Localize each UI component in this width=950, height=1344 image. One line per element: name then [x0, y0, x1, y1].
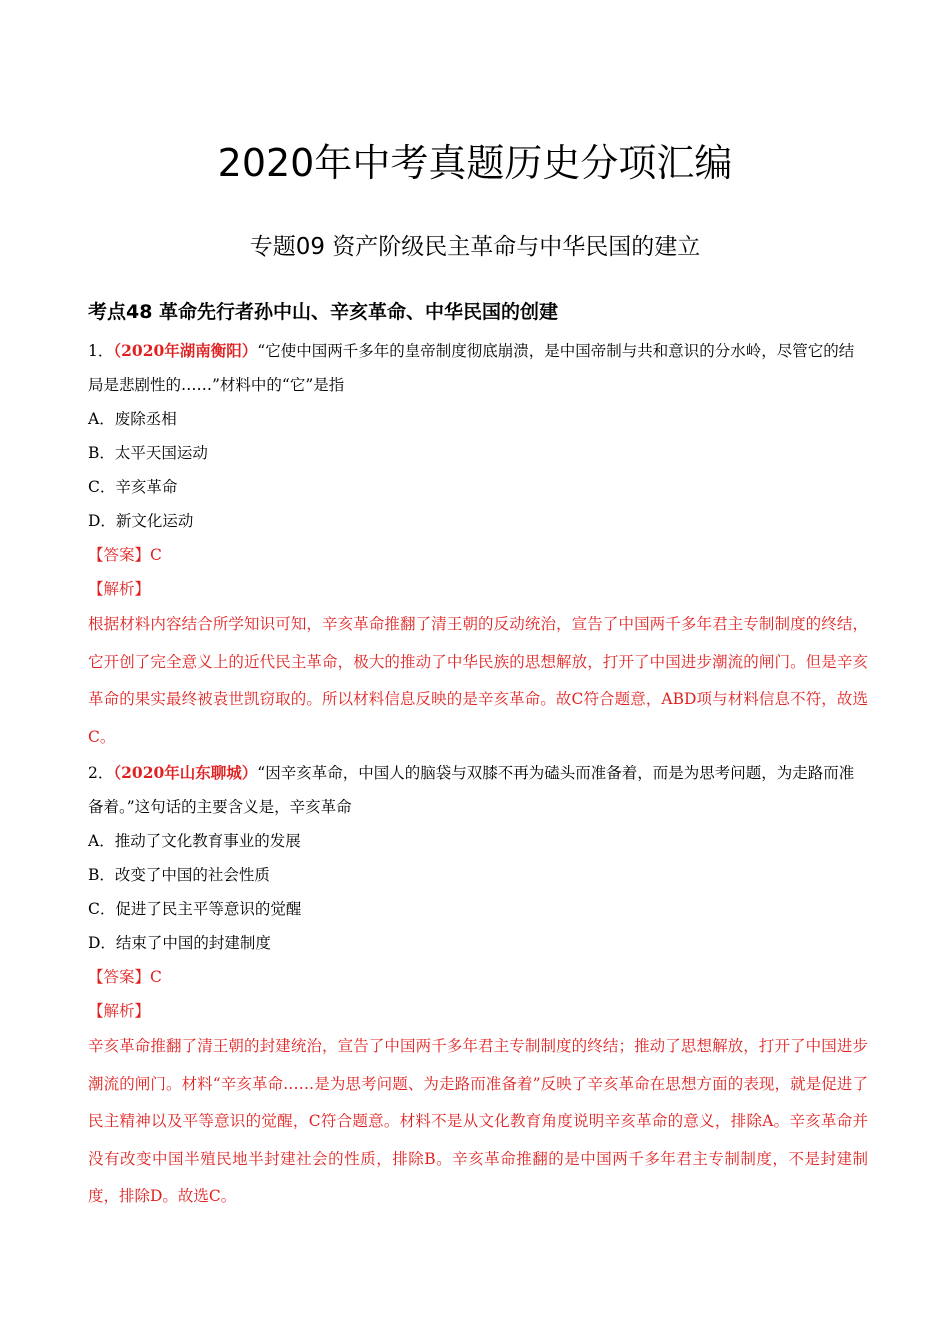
option-b: B．太平天国运动 [88, 444, 208, 462]
analysis-label: 【解析】 [88, 1002, 151, 1020]
question-number: 1． [88, 342, 114, 360]
document-subtitle: 专题09 资产阶级民主革命与中华民国的建立 [249, 234, 701, 260]
document-title: 2020年中考真题历史分项汇编 [217, 141, 733, 185]
question-2 [88, 756, 868, 1216]
question-stem [88, 756, 868, 824]
answer-label: 【答案】 [88, 546, 151, 564]
analysis-label: 【解析】 [88, 580, 151, 598]
analysis-text: 根据材料内容结合所学知识可知，辛亥革命推翻了清王朝的反动统治，宣告了中国两千多年君主专制制度的终结，它开创了完全意义上的近代民主革命，极大的推动了中华民族的思想解放，打开了中国进步潮流的闸门。但是辛亥革命的果实最终被袁世凯窃取的。所以材料信息反映的是辛亥革命。故C符合题意，ABD项与材料信息不符，故选C。 [88, 615, 868, 746]
question-source: （2020年山东聊城） [113, 763, 258, 782]
section-heading: 考点48 革命先行者孙中山、辛亥革命、中华民国的创建 [88, 301, 559, 323]
answer-label: 【答案】 [88, 968, 151, 986]
question-text: “因辛亥革命，中国人的脑袋与双膝不再为磕头而准备着，而是为思考问题，为走路而准备着。”这句话的主要含义是，辛亥革命 [88, 764, 855, 816]
answer-value: C [150, 546, 162, 564]
question-1 [88, 334, 868, 756]
option-b: B．改变了中国的社会性质 [88, 866, 270, 884]
answer-line [88, 538, 868, 572]
option-a: A．废除丞相 [88, 410, 177, 428]
option-a: A．推动了文化教育事业的发展 [88, 832, 301, 850]
question-number: 2． [88, 764, 114, 782]
document-body [88, 296, 868, 1216]
answer-line [88, 960, 868, 994]
option-c: C．辛亥革命 [88, 478, 178, 496]
option-d: D．结束了中国的封建制度 [88, 934, 271, 952]
answer-value: C [150, 968, 162, 986]
option-c: C．促进了民主平等意识的觉醒 [88, 900, 302, 918]
analysis-text: 辛亥革命推翻了清王朝的封建统治，宣告了中国两千多年君主专制制度的终结；推动了思想解放，打开了中国进步潮流的闸门。材料“辛亥革命……是为思考问题、为走路而准备着”反映了辛亥革命在思想方面的表现，就是促进了民主精神以及平等意识的觉醒，C符合题意。材料不是从文化教育角度说明辛亥革命的意义，排除A。辛亥革命并没有改变中国半殖民地半封建社会的性质，排除B。辛亥革命推翻的是中国两千多年君主专制制度，不是封建制度，排除D。故选C。 [88, 1037, 868, 1205]
option-d: D．新文化运动 [88, 512, 194, 530]
question-text: “它使中国两千多年的皇帝制度彻底崩溃，是中国帝制与共和意识的分水岭，尽管它的结局是悲剧性的……”材料中的“它”是指 [88, 342, 855, 394]
question-stem [88, 334, 868, 402]
question-source: （2020年湖南衡阳） [113, 341, 258, 360]
